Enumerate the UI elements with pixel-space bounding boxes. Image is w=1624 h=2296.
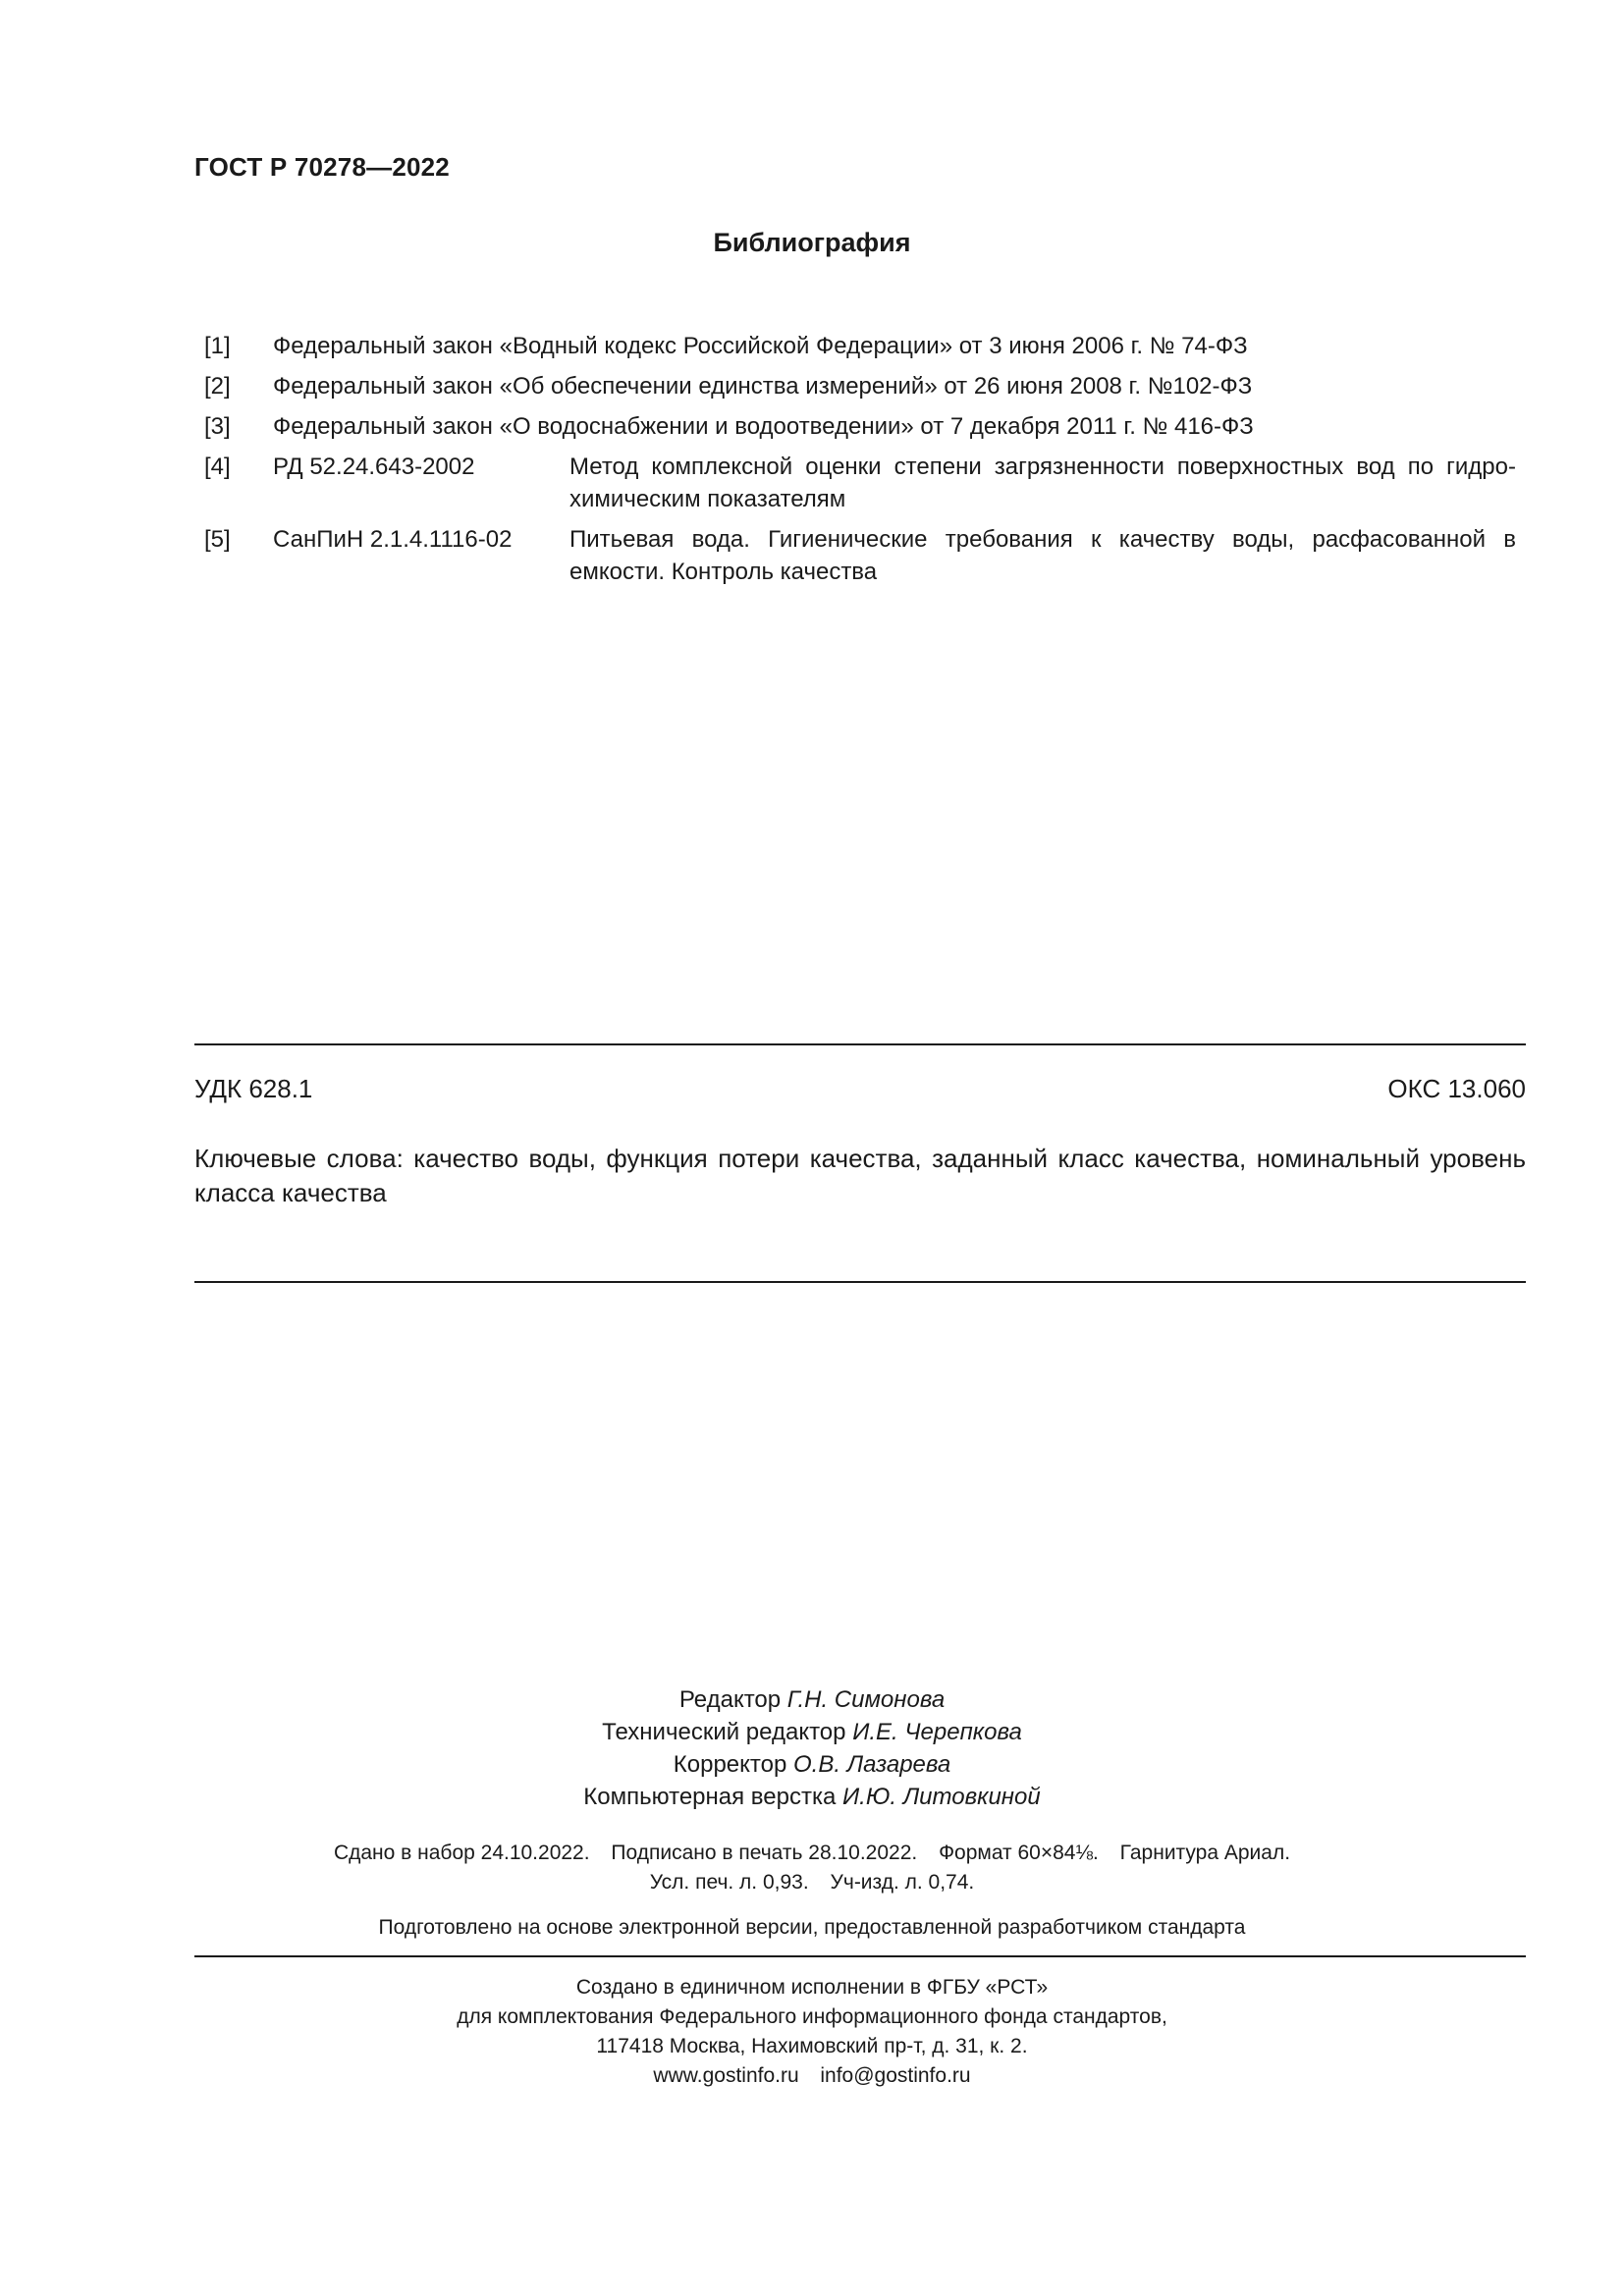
standard-code: ГОСТ Р 70278—2022 xyxy=(194,152,450,182)
entry-text: Федеральный закон «О водоснабжении и водоотведении» от 7 декабря 2011 г. № 416-ФЗ xyxy=(273,413,1254,440)
udk-code: УДК 628.1 xyxy=(194,1074,313,1103)
entry-code: РД 52.24.643-2002 xyxy=(273,454,475,480)
entry-number: [2] xyxy=(204,373,231,400)
role-label: Корректор xyxy=(673,1751,787,1778)
entry-number: [3] xyxy=(204,413,231,440)
corrector-line xyxy=(0,1748,1624,1781)
entry-text: Метод комплексной оценки степени загрязненности поверхностных вод по гидро-химическим показателям xyxy=(569,454,1516,512)
print-info-line xyxy=(0,1839,1624,1868)
person-name: И.Ю. Литовкиной xyxy=(842,1784,1041,1810)
role-label: Редактор xyxy=(678,1686,782,1713)
bibliography-entry xyxy=(204,410,1516,443)
prepared-note: Подготовлено на основе электронной версии, предоставленной разработчиком стандарта xyxy=(378,1916,1246,1939)
website-link[interactable]: www.gostinfo.ru xyxy=(653,2064,799,2087)
typeface: Гарнитура Ариал. xyxy=(1119,1842,1291,1864)
email-link[interactable]: info@gostinfo.ru xyxy=(820,2064,971,2087)
staff-credits xyxy=(0,1683,1624,1813)
publisher-line: 117418 Москва, Нахимовский пр-т, д. 31, к. 2. xyxy=(596,2035,1028,2057)
entry-number: [5] xyxy=(204,526,231,553)
entry-text: Федеральный закон «Водный кодекс Российской Федерации» от 3 июня 2006 г. № 74-ФЗ xyxy=(273,333,1248,359)
entry-code: СанПиН 2.1.4.1116-02 xyxy=(273,526,513,553)
publisher-info xyxy=(0,1973,1624,2091)
signed-date: Подписано в печать 28.10.2022. xyxy=(611,1842,918,1864)
person-name: Г.Н. Симонова xyxy=(786,1686,946,1713)
bibliography-list xyxy=(204,330,1516,596)
keywords: Ключевые слова: качество воды, функция потери качества, заданный класс качества, номинальный уровень класса качества xyxy=(194,1144,1526,1207)
bibliography-entry xyxy=(204,330,1516,362)
entry-text: Федеральный закон «Об обеспечении единства измерений» от 26 июня 2008 г. №102-ФЗ xyxy=(273,373,1253,400)
publisher-line: Создано в единичном исполнении в ФГБУ «РСТ» xyxy=(575,1976,1049,1999)
divider-footer xyxy=(194,1955,1526,1957)
print-sheets: Усл. печ. л. 0,93. xyxy=(649,1871,809,1894)
publisher-line: для комплектования Федерального информационного фонда стандартов, xyxy=(457,2005,1167,2028)
publication-sheets: Уч-изд. л. 0,74. xyxy=(830,1871,975,1894)
submitted-date: Сдано в набор 24.10.2022. xyxy=(333,1842,590,1864)
print-info xyxy=(0,1839,1624,1897)
person-name: О.В. Лазарева xyxy=(793,1751,951,1778)
entry-text: Питьевая вода. Гигиенические требования к качеству воды, расфасованной в емкости. Контроль качества xyxy=(569,526,1516,585)
entry-number: [4] xyxy=(204,454,231,480)
publisher-contacts xyxy=(0,2061,1624,2091)
layout-line xyxy=(0,1781,1624,1813)
bibliography-title: Библиография xyxy=(713,228,911,257)
role-label: Компьютерная верстка xyxy=(583,1784,837,1810)
entry-number: [1] xyxy=(204,333,231,359)
oks-code: ОКС 13.060 xyxy=(1387,1074,1526,1103)
tech-editor-line xyxy=(0,1716,1624,1748)
print-info-line xyxy=(0,1868,1624,1897)
divider-top xyxy=(194,1043,1526,1045)
divider-bottom xyxy=(194,1281,1526,1283)
print-format: Формат 60×84⅛. xyxy=(939,1842,1099,1864)
bibliography-entry xyxy=(204,370,1516,402)
bibliography-entry xyxy=(204,523,1516,588)
role-label: Технический редактор xyxy=(602,1719,846,1745)
person-name: И.Е. Черепкова xyxy=(852,1719,1022,1745)
editor-line xyxy=(0,1683,1624,1716)
bibliography-entry xyxy=(204,451,1516,515)
